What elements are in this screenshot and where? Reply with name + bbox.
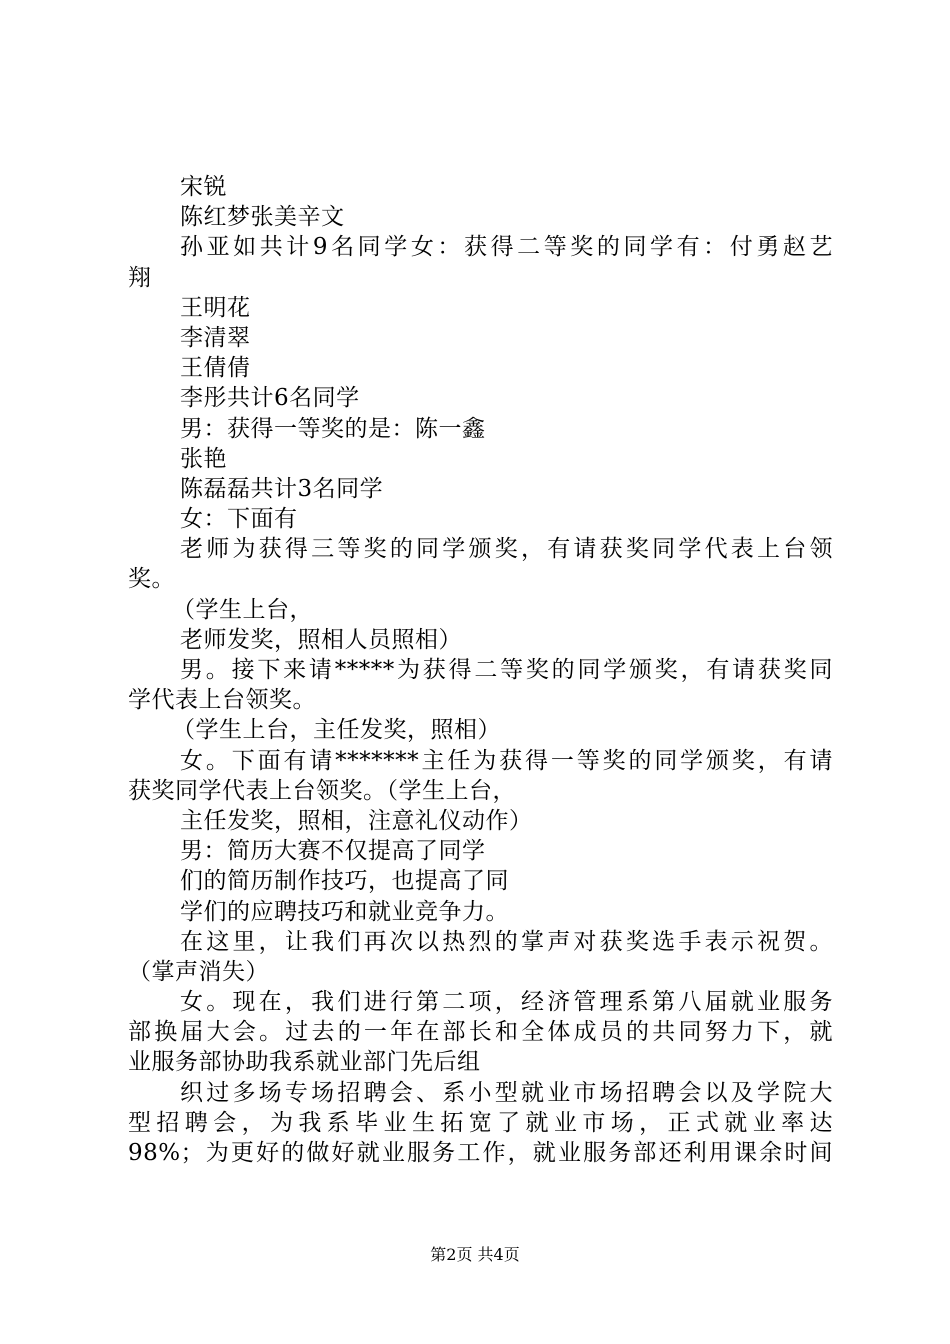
text-line: 翔 (128, 264, 152, 291)
text-line: 陈磊磊共计3名同学 (180, 475, 384, 502)
text-line: 王明花 (180, 294, 251, 321)
text-line: 在这里，让我们再次以热烈的掌声对获奖选手表示祝贺。 (180, 928, 833, 955)
text-line: 王倩倩 (180, 355, 251, 382)
text-line: 98%；为更好的做好就业服务工作，就业服务部还利用课余时间 (128, 1140, 833, 1166)
text-line: 们的简历制作技巧，也提高了同 (180, 868, 509, 895)
text-line: （学生上台， (172, 596, 313, 623)
text-line: 女。下面有请*******主任为获得一等奖的同学颁奖，有请 (180, 747, 833, 774)
text-line: 部换届大会。过去的一年在部长和全体成员的共同努力下，就 (128, 1019, 833, 1046)
text-line: 张艳 (180, 445, 227, 472)
text-line: 男：简历大赛不仅提高了同学 (180, 838, 486, 865)
text-line: 李清翠 (180, 324, 251, 351)
text-line: 学代表上台领奖。 (128, 687, 316, 714)
text-line: 宋锐 (180, 174, 227, 200)
text-line: 李彤共计6名同学 (180, 385, 360, 412)
text-line: （掌声消失） (128, 958, 269, 985)
text-line: 女。现在，我们进行第二项，经济管理系第八届就业服务 (180, 989, 833, 1016)
text-line: 业服务部协助我系就业部门先后组 (128, 1049, 481, 1076)
text-line: 老师为获得三等奖的同学颁奖，有请获奖同学代表上台领 (180, 536, 833, 563)
text-line: 型招聘会，为我系毕业生拓宽了就业市场，正式就业率达 (128, 1109, 833, 1136)
text-line: 男。接下来请*****为获得二等奖的同学颁奖，有请获奖同 (180, 657, 833, 683)
text-line: 男：获得一等奖的是：陈一鑫 (180, 415, 486, 442)
text-line: 主任发奖，照相，注意礼仪动作） (180, 807, 533, 834)
text-line: 陈红梦张美辛文 (180, 204, 345, 231)
text-line: 女：下面有 (180, 506, 298, 533)
text-line: （学生上台，主任发奖，照相） (172, 717, 501, 744)
text-line: 老师发奖，照相人员照相） (180, 626, 462, 653)
page-footer: 第2页 共4页 (430, 1245, 520, 1264)
text-line: 获奖同学代表上台领奖。（学生上台， (128, 777, 516, 804)
text-line: 奖。 (128, 566, 175, 593)
text-line: 学们的应聘技巧和就业竞争力。 (180, 898, 509, 925)
text-line: 孙亚如共计9名同学女：获得二等奖的同学有：付勇赵艺 (180, 234, 833, 261)
document-body (128, 172, 833, 1168)
text-line: 织过多场专场招聘会、系小型就业市场招聘会以及学院大 (180, 1079, 833, 1106)
